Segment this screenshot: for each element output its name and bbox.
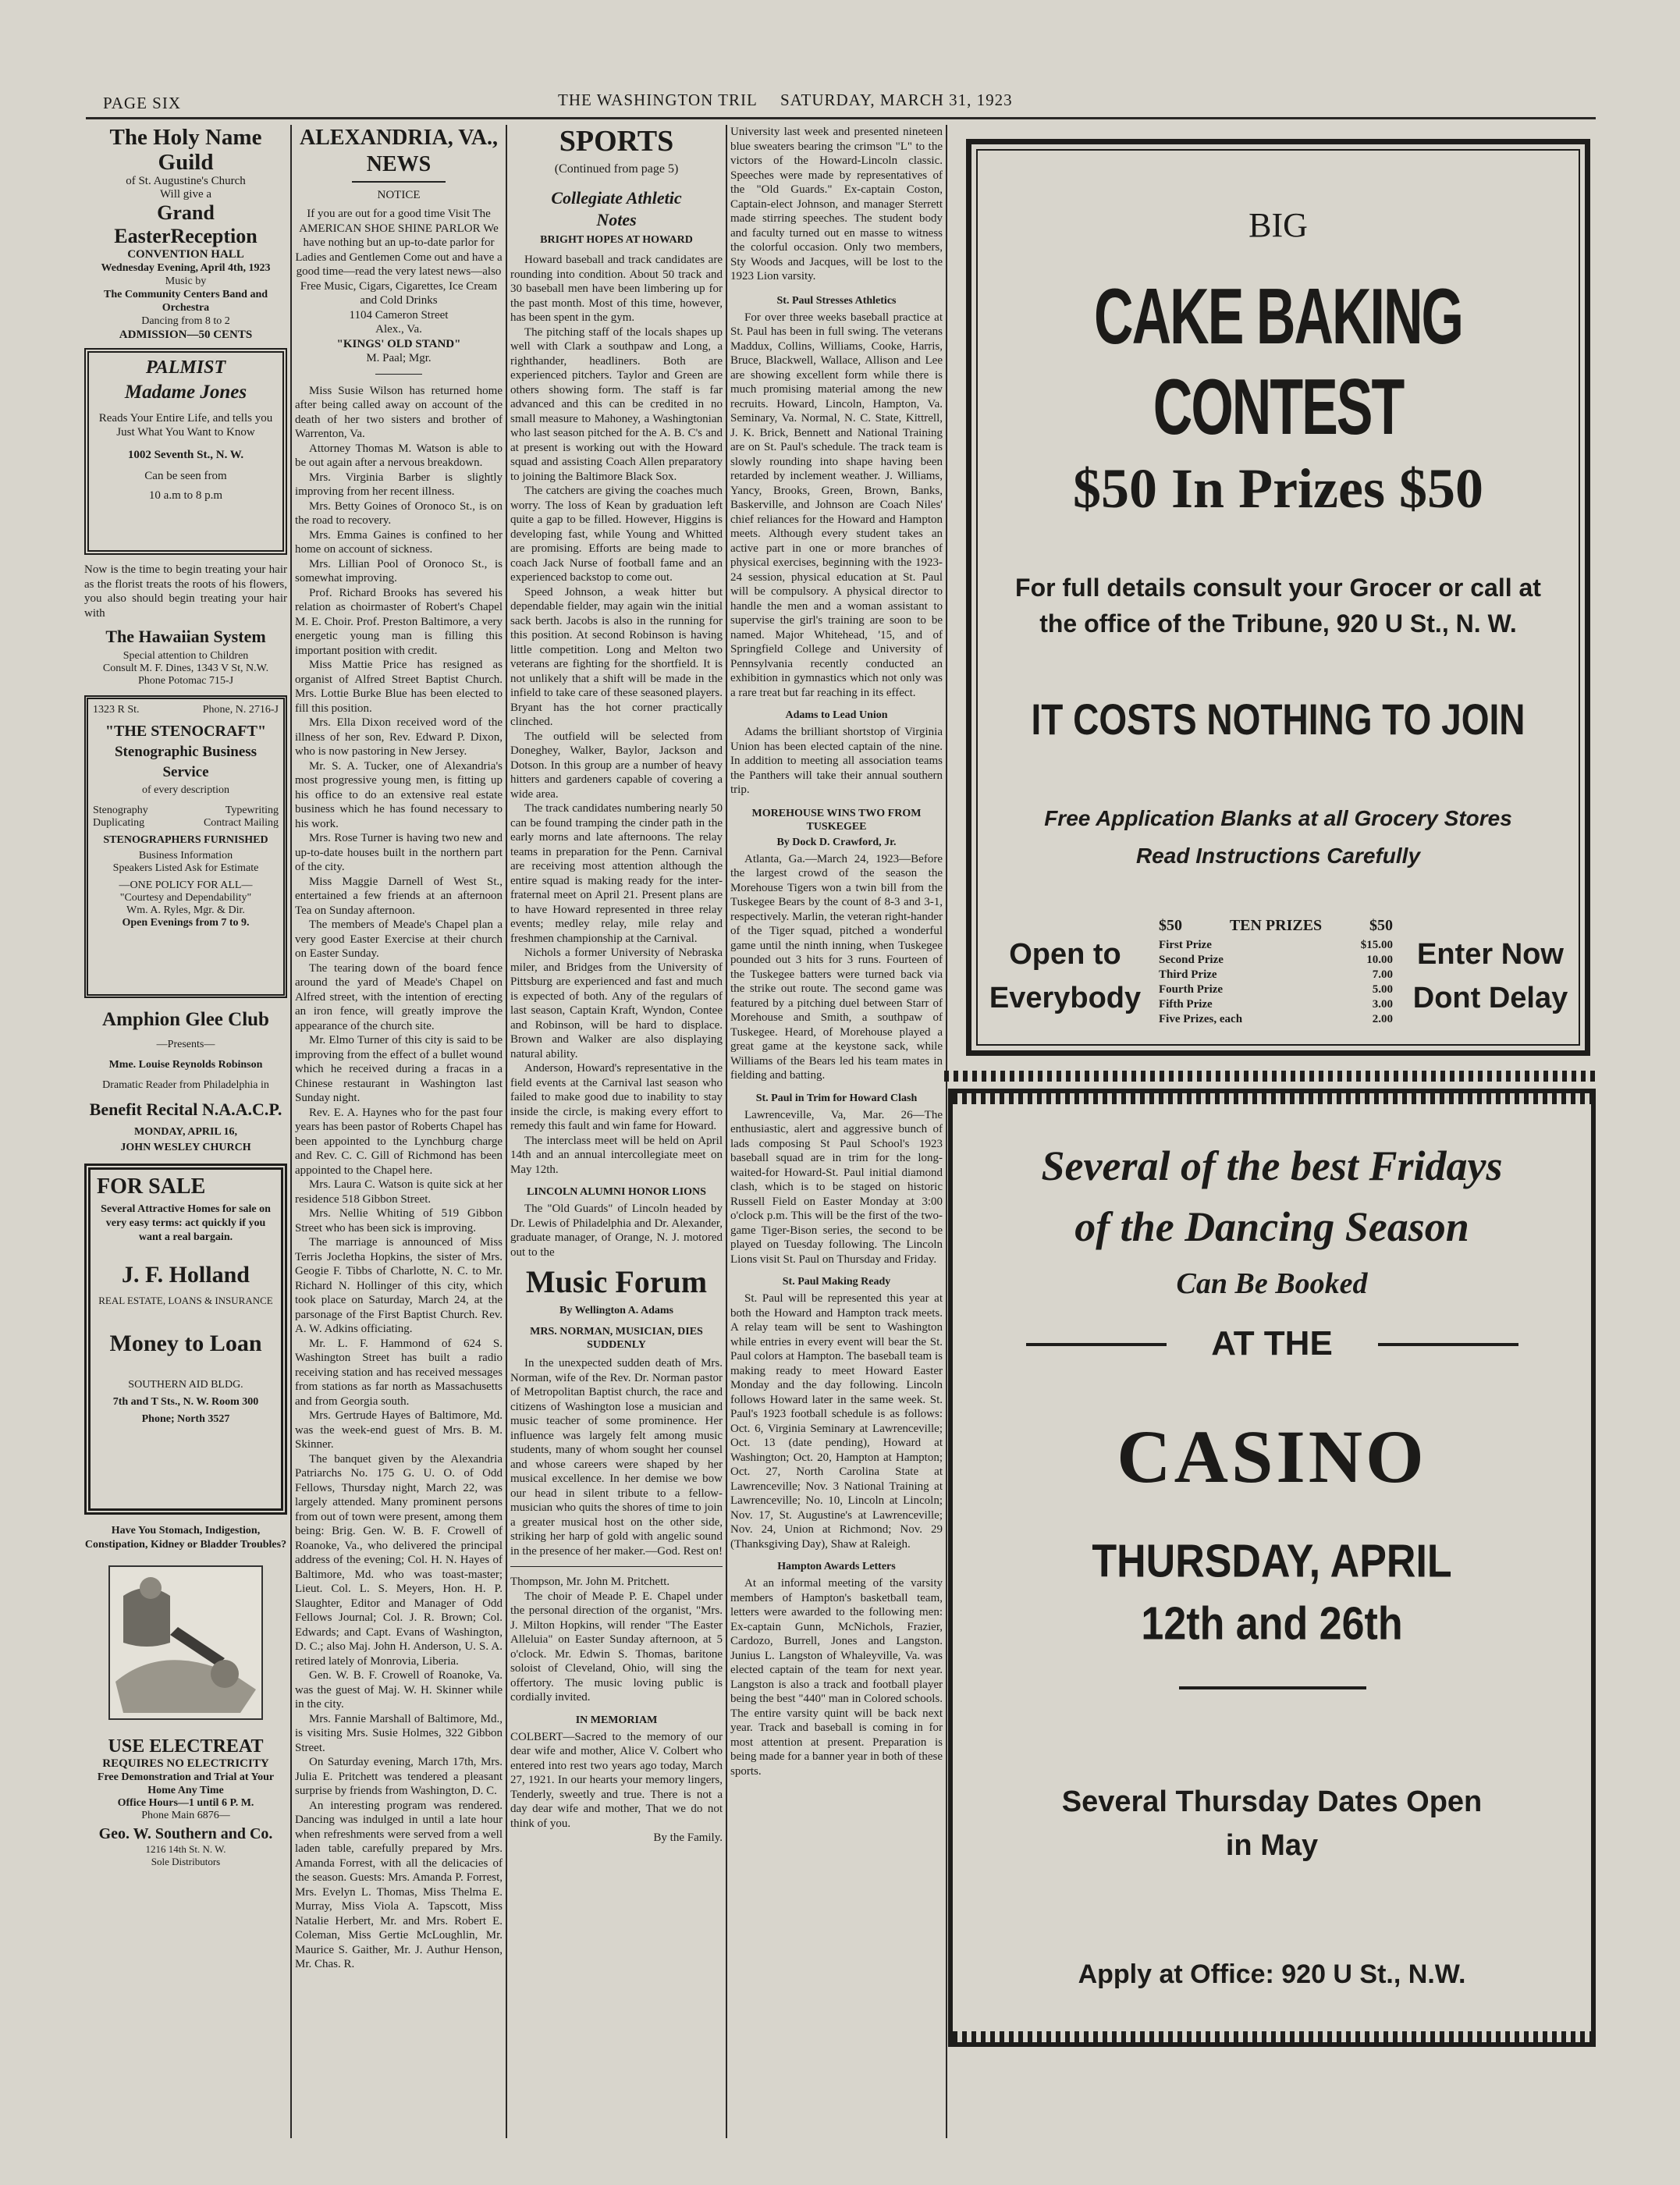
grand-reception: Grand EasterReception [114, 201, 258, 247]
article-paragraph: The track candidates numbering nearly 50 can be found tramping the cinder path in the early morns and late afternoons. The relay teams in preparation for the Penn. Carnival are receiving most attention although the entire squad is making ready for the inter-fraternal meet on April 21. Present plans are to have Howard represented in three relay events; medley relay, mile relay and freshmen championship at the Carnival. [510, 802, 723, 945]
holyname-title: The Holy Name Guild [109, 125, 262, 175]
norman-text: In the unexpected sudden death of Mrs. Norman, wife of the Rev. Dr. Norman pastor of Metropolitan Baptist church, the race and citizens of Washington lose a musician and music teacher of some prominence. Her influence was largely felt among music students, many of whom sought her counsel and whose careers were shaped by her musical excellence. In her demise we bow our head in silent tribute to a fellow-musician who quits the shores of time to join a greater musical host on the other side, striking her harp of gold with angelic sound in the presence of her maker.—God. Rest on! [510, 1357, 723, 1558]
column-ads [84, 125, 287, 2138]
notice-city: Alex., Va. [375, 323, 422, 336]
notice-heading: NOTICE [377, 189, 421, 201]
holland-name: J. F. Holland [122, 1262, 250, 1288]
southern-street: 1216 14th St. N. W. [145, 1843, 226, 1855]
reception-date: Wednesday Evening, April 4th, 1923 [101, 262, 271, 274]
electreat-hours: Office Hours—1 until 6 P. M. [117, 1797, 254, 1809]
page-number: PAGE SIX [103, 94, 181, 112]
howard-article [510, 253, 723, 1177]
lincoln-text: The "Old Guards" of Lincoln headed by Dr. Lewis of Philadelphia and Dr. Alexander, graduate manager, of Orange, N. J. motored out to the [510, 1203, 723, 1259]
article-paragraph: Anderson, Howard's representative in the field events at the Carnival last season who failed to make good due to inability to stay inside the circle, is making every effort to remedy this fault and win fame for Howard. [510, 1062, 723, 1132]
holland-phone: Phone; North 3527 [141, 1413, 230, 1425]
stenocraft-ad [84, 695, 287, 998]
holland-sub: REAL ESTATE, LOANS & INSURANCE [98, 1295, 273, 1306]
holyname-sub: of St. Augustine's Church [126, 175, 246, 187]
palmist-title: PALMIST [145, 357, 226, 378]
steno-sub: Stenographic Business Service [114, 744, 258, 780]
adams-heading: Adams to Lead Union [785, 709, 888, 721]
hampton-heading: Hampton Awards Letters [777, 1561, 896, 1572]
casino-ad [948, 1089, 1596, 2047]
steno-info: Business Information [138, 850, 233, 862]
article-paragraph: The interclass meet will be held on April 14th and an annual intercollegiate meet on May 12th. [510, 1134, 723, 1176]
article-paragraph: The catchers are giving the coaches much worry. The loss of Kean by graduation left quite a gap to be filled. However, Higgins is developing fast, while Young and Whitted are promising. Efforts are being made to coach Jack Nurse of football fame and an experienced backstop to come out. [510, 485, 723, 584]
article-paragraph: Mrs. Emma Gaines is confined to her home on account of sickness. [295, 528, 503, 556]
lincoln-continued: University last week and presented nineteen blue sweaters bearing the crimson "L" to the victors of the Howard-Lincoln classic. Speeches were made by representatives of the "Old Guards." Ex-captain Coston, Captain-elect Johnson, and manager Sterrett made stirring speeches. The student body and faculty turned out en masse to witness the colorful occasion. Only two members, Sty Woods and Jacques, will be lost to the 1923 Lion varsity. [730, 126, 943, 282]
cake-prizes: $50 In Prizes $50 [1073, 457, 1483, 520]
ornament-border [953, 2031, 1591, 2042]
article-paragraph: The tearing down of the board fence around the yard of Meade's Chapel on Alfred street, with the intention of erecting an iron fence, will greatly improve the appearance of the church site. [295, 961, 503, 1032]
prize-amount: 5.00 [1372, 983, 1393, 996]
article-paragraph: Speed Johnson, a weak hitter but dependable fielder, may again win the initial sack berth. Jacobs is also in the running for this position. At second Robinson is having little competition. Long and Melton two veterans are fighting for the shortfield. It is not unlikely that a shift will be made in the infield to take care of these seasoned players. Bryant has the hot corner practically clinched. [510, 585, 723, 728]
amphion-title: Amphion Glee Club [102, 1009, 269, 1030]
prize-label: Fourth Prize [1159, 983, 1224, 996]
steno-desc: of every description [142, 784, 229, 796]
column-sports-cont [730, 125, 943, 2138]
prize-row [1159, 968, 1393, 982]
holland-room: 7th and T Sts., N. W. Room 300 [112, 1396, 259, 1408]
prize-label: First Prize [1159, 939, 1212, 951]
hawaii-consult: Consult M. F. Dines, 1343 V St, N.W. [102, 663, 269, 674]
rule-center [1179, 1686, 1366, 1689]
hampton-text: At an informal meeting of the varsity members of Hampton's basketball team, letters were awarded to the following men: Ex-captain Gunn, McNichols, Frazier, Cardozo, Burrell, Jones and Langston. Junius L. Langston of Whaleyville, Va. was elected captain of the team for next year. Langston is also a track and football player being the best "440" man in Colored schools. The entire varsity quint will be back next year. Track and baseball is coming in for most attention at present. Preparation is being made for a banner year in both of these sports. [730, 1577, 943, 1778]
recital-date: MONDAY, APRIL 16, [134, 1126, 237, 1138]
steno-title: "THE STENOCRAFT" [105, 723, 267, 740]
article-paragraph: Mrs. Laura C. Watson is quite sick at her residence 518 Gibbon Street. [295, 1178, 503, 1206]
morehouse-text: Atlanta, Ga.—March 24, 1923—Before the largest crowd of the season the Morehouse Tigers won a twin bill from the Tuskegee Bears by the count of 8-3 and 3-1, respectively. Marlin, the veteran right-hander of the Tiger squad, pitched a wonderful game until the ninth inning, when Tuskegee pounded out 3 hits for 3 runs. Fourteen of the Tuskegee batters were turned back via the strike out route. The second game was featured by a pitching duel between Starr of Morehouse and Smith, a southpaw of Tuskegee. Heard, of Morehouse played a great game at the keystone sack, while Williams of the Bears led his team mates in fielding and batting. [730, 852, 943, 1082]
memoriam-heading: IN MEMORIAM [575, 1714, 658, 1726]
prize-row [1159, 997, 1393, 1012]
trim-heading: St. Paul in Trim for Howard Clash [755, 1092, 918, 1104]
masthead: THE WASHINGTON TRIL [558, 91, 758, 109]
forsale-ad [84, 1164, 287, 1515]
amphion-performer: Mme. Louise Reynolds Robinson [108, 1059, 263, 1071]
notice-address: 1104 Cameron Street [349, 308, 449, 322]
article-paragraph: The pitching staff of the locals shapes up well with Clark a southpaw and Long, a righthander, headliners. Both are experienced pitchers. Taylor and Green are others showing form. The staff is far advanced and this can be credited in no small measure to Mahoney, a Washingtonian who last season pitched for the A. B. C's and at present is working out with the Howard squad and assisting Coach Allen preparatory to joining the Baltimore Black Sox. [510, 325, 723, 483]
casino-name: CASINO [1117, 1415, 1427, 1498]
amphion-presents: —Presents— [156, 1039, 215, 1050]
steno-manager: Wm. A. Ryles, Mgr. & Dir. [126, 904, 245, 916]
recital-church: JOHN WESLEY CHURCH [120, 1142, 251, 1153]
rule-right [1378, 1343, 1518, 1346]
dancing-hours: Dancing from 8 to 2 [141, 315, 230, 327]
band: The Community Centers Band and Orchestra [103, 289, 268, 314]
admission: ADMISSION—50 CENTS [119, 329, 253, 341]
prize-label: Third Prize [1159, 968, 1217, 981]
casino-apply: Apply at Office: 920 U St., N.W. [1078, 1959, 1466, 1989]
alexandria-heading: ALEXANDRIA, VA., NEWS [299, 126, 499, 176]
music-by: Music by [165, 275, 207, 287]
holyname-give: Will give a [159, 188, 212, 201]
notice-body: If you are out for a good time Visit The AMERICAN SHOE SHINE PARLOR We have nothing but an up-to-date parlor for Ladies and Gentlemen Come out and have a good time—read the very latest news—also Free Music, Cigars, Cigarettes, Ice Cream and Cold Drinks [295, 208, 503, 307]
cake-read: Read Instructions Carefully [1135, 844, 1421, 868]
article-paragraph: Rev. E. A. Haynes who for the past four years has been pastor of Roberts Chapel has been appointed to the Lynchburg charge and Rev. C. C. Gill of Richmond has been appointed to the Chapel here. [295, 1106, 503, 1177]
southern-distrib: Sole Distributors [151, 1856, 221, 1867]
article-paragraph: Mrs. Virginia Barber is slightly improving from her recent illness. [295, 471, 503, 498]
lincoln-heading: LINCOLN ALUMNI HONOR LIONS [527, 1186, 706, 1198]
column-rule [290, 125, 292, 2138]
steno-service: Duplicating [93, 817, 145, 829]
ornament-border [944, 1071, 1600, 1082]
article-paragraph: The outfield will be selected from Doneghey, Walker, Baylor, Jackson and Dotson. In this group are a number of heavy hitters and gardeners capable of covering a wide area. [510, 730, 723, 801]
steno-service: Contract Mailing [203, 817, 279, 829]
memoriam-text: COLBERT—Sacred to the memory of our dear wife and mother, Alice V. Colbert who entered into rest two years ago today, March 27, 1921. In our hearts your memory lingers, Tenderly, sweetly and true. There is not a day dear wife and mother, That we do not think of you. [510, 1730, 723, 1830]
column-alexandria [295, 125, 503, 2138]
article-paragraph: Miss Susie Wilson has returned home after being called away on account of the death of her two sisters and brother of Warrenton, Va. [295, 384, 503, 440]
casino-line2: of the Dancing Season [1074, 1203, 1469, 1250]
stpaul-heading: St. Paul Stresses Athletics [776, 294, 897, 307]
steno-address: 1323 R St. [93, 704, 140, 716]
cake-enter: Enter Now Dont Delay [1412, 938, 1568, 1014]
palmist-address: 1002 Seventh St., N. W. [127, 449, 244, 461]
article-paragraph: Mr. S. A. Tucker, one of Alexandria's most progressive young men, is fitting up his office to do an extensive real estate business which he has found necessary to his work. [295, 759, 503, 830]
prize-row [1159, 953, 1393, 968]
music-forum-byline: By Wellington A. Adams [559, 1305, 673, 1316]
casino-line1: Several of the best Fridays [1041, 1142, 1503, 1189]
sports-heading: SPORTS [559, 125, 674, 158]
steno-furnished: STENOGRAPHERS FURNISHED [103, 834, 268, 846]
cake-contest-ad [966, 139, 1590, 1056]
steno-speakers: Speakers Listed Ask for Estimate [112, 862, 259, 874]
header-rule [86, 117, 1596, 119]
article-paragraph: Nichols a former University of Nebraska miler, and Bridges from the University of Pittsburg are experienced and fast and much is expected of both. Any of the regulars of last season, Captain Kraft, Wyndon, Contee and Robinson, will be hard to displace. Brown and Walker are also displaying natural ability. [510, 947, 723, 1061]
column-rule [946, 125, 947, 2138]
trim-text: Lawrenceville, Va, Mar. 26—The enthusiastic, alert and aggressive bunch of lads composing St Paul School's 1923 baseball squad are in trim for the long-waited-for Howard-St. Paul initial diamond clash, which is to be staged on historic Russell Field on Easter Monday at 3:00 o'clock p.m. This will be the first of the two-game Tiger-Bison series, the second to be played on Tuesday following. The Lincoln Lions visit St. Paul on Thursday and Friday. [730, 1108, 943, 1266]
prize-amount: 3.00 [1372, 998, 1393, 1011]
article-paragraph: On Saturday evening, March 17th, Mrs. Julia E. Pritchett was tendered a pleasant surprise by friends from Washington, D. C. [295, 1756, 503, 1797]
column-rule [506, 125, 507, 2138]
prize-row [1159, 938, 1393, 953]
article-paragraph: Mr. L. F. Hammond of 624 S. Washington Street has built a radio receiving station and has received messages from stations as far north as Massachusetts and from Georgia south. [295, 1337, 503, 1408]
cake-costs: IT COSTS NOTHING TO JOIN [1031, 695, 1525, 744]
forsale-title: FOR SALE [97, 1174, 206, 1199]
article-paragraph: Prof. Richard Brooks has severed his relation as choirmaster of Robert's Chapel M. E. Choir. Prof. Preston Baltimore, a very energetic young man is filling this important position with credit. [295, 586, 503, 657]
article-paragraph: Mrs. Nellie Whiting of 519 Gibbon Street who has been sick is improving. [295, 1207, 503, 1235]
electreat-phone: Phone Main 6876— [141, 1810, 230, 1821]
steno-courtesy: "Courtesy and Dependability" [119, 892, 252, 904]
steno-policy: —ONE POLICY FOR ALL— [119, 879, 253, 891]
hawaii-title: The Hawaiian System [105, 627, 266, 646]
hawaii-children: Special attention to Children [123, 650, 249, 662]
article-paragraph: The members of Meade's Chapel plan a very good Easter Exercise at their church on Easter Sunday. [295, 918, 503, 960]
collegiate-heading: Collegiate Athletic Notes [551, 188, 682, 229]
benefit-recital: Benefit Recital N.A.A.C.P. [89, 1100, 282, 1119]
stpaul-text: For over three weeks baseball practice at St. Paul has been in full swing. The veterans Maddux, Collins, Williams, Cooke, Harris, Bruce, Blackwell, Wallace, Allison and Lee are showing excellent form while there is much promising material among the new recruits. Howard, Lincoln, Hampton, Va. Seminary, Va. Normal, N. C. State, Kittrell, J. K. Brick, Bennett and National Training are on St. Paul's schedule. The track team is slowly rounding into shape having been retarded by inclement weather. J. Williams, Yancy, Brooks, Green, Brown, Banks, Baskerville, and Johnson are Coach Niles' chief reliances for the Howard and Hampton meets. Although every student takes an active part in one or more branches of physical exercises, beginning with the 1923-24 session, physical education at St. Paul will be compulsory. A physical director to handle the men and a woman assistant to supervise the girl's training are soon to be named. Major Whitehead, '15, and of Springfield College and University of Pennsylvania recently conducted an exhibition in gymnastics which not only was a rare treat but far reaching in its effect. [730, 311, 943, 699]
electreat-title: USE ELECTREAT [108, 1736, 264, 1757]
money-to-loan: Money to Loan [109, 1331, 262, 1356]
prize-row [1159, 1012, 1393, 1027]
steno-service: Stenography [93, 805, 148, 816]
ready-heading: St. Paul Making Ready [782, 1276, 891, 1288]
norman-heading: MRS. NORMAN, MUSICIAN, DIES SUDDENLY [530, 1326, 703, 1351]
article-paragraph: Gen. W. B. F. Crowell of Roanoke, Va. was the guest of Maj. W. H. Skinner while in the city. [295, 1669, 503, 1711]
prize-label: Five Prizes, each [1159, 1013, 1243, 1025]
music-forum-heading: Music Forum [525, 1264, 708, 1299]
article-paragraph: Mrs. Betty Goines of Oronoco St., is on the road to recovery. [295, 499, 503, 527]
prize-amount: 7.00 [1372, 968, 1393, 981]
electreat-sub: REQUIRES NO ELECTRICITY [102, 1757, 269, 1770]
cake-open: Open to Everybody [989, 938, 1142, 1014]
casino-at: AT THE [1211, 1324, 1333, 1363]
article-paragraph: Howard baseball and track candidates are rounding into condition. About 50 track and 30 baseball men have been limbering up for the past month. Most of this time, however, has been spent in the gym. [510, 254, 723, 324]
column-sports [510, 125, 723, 2138]
prize-total: $50 [1369, 917, 1393, 934]
article-paragraph: Mrs. Rose Turner is having two new and up-to-date houses built in the northern part of the city. [295, 832, 503, 873]
divider [510, 1566, 723, 1567]
palmist-desc: Reads Your Entire Life, and tells you Just What You Want to Know [98, 412, 273, 439]
palmist-ad [84, 348, 287, 555]
article-paragraph: Attorney Thomas M. Watson is able to be out again after a nervous breakdown. [295, 442, 503, 469]
electreat-question: Have You Stomach, Indigestion, Constipation, Kidney or Bladder Troubles? [84, 1525, 287, 1551]
prize-amount: 10.00 [1366, 954, 1393, 966]
notice-stand: "KINGS' OLD STAND" [336, 337, 461, 350]
palmist-seen: Can be seen from [144, 470, 227, 482]
ready-text: St. Paul will be represented this year at both the Howard and Hampton track meets. A relay team will be sent to Washington while entries in every event will bear the St. Paul colors at Hampton. The baseball team is making ready to meet Howard Easter Monday and the day following. Lincoln follows Howard later in the same week. St. Paul's 1923 football schedule is as follows: Oct. 6, Virginia Seminary at Lawrenceville; Oct. 13 (date pending), Howard at Washington; Oct. 20, Hampton at Hampton; Oct. 27, North Carolina State at Lawrenceville; Nov. 3 National Training at Lawrenceville; No. 10, Lincoln at Lincoln; Nov. 17, St. Augustine's at Lawrenceville; Nov. 24, Union at Richmond; Nov. 29 (Thanksgiving Day), Shaw at Raleigh. [730, 1292, 943, 1551]
southern-co: Geo. W. Southern and Co. [98, 1825, 273, 1842]
article-paragraph: Mrs. Ella Dixon received word of the illness of her son, Rev. Edward P. Dixon, who is now pastoring in New Jersey. [295, 716, 503, 758]
article-paragraph: An interesting program was rendered. Dancing was indulged in until a late hour when refreshments were served from a well laden table, carefully prepared by Mrs. Amanda Forrest, with all the delicacies of the season. Guests: Mrs. Amanda P. Forrest, Mrs. Evelyn L. Thomas, Miss Thelma E. Murray, Miss Viola A. Tapscott, Miss Natalie Herbert, Mr. and Mrs. Robert E. Coleman, Miss Gertie McLoughlin, Mr. Maurice S. Gaither, Mr. J. Authur Henson, Mr. Chas. R. [295, 1799, 503, 1970]
prize-count: TEN PRIZES [1229, 917, 1323, 934]
cake-title: CAKE BAKING CONTEST [1094, 272, 1462, 451]
article-paragraph: Mr. Elmo Turner of this city is said to be improving from the effect of a bullet wound which he received during a fracas in a Chinese restaurant in Washington last Sunday night. [295, 1034, 503, 1104]
prize-amount: 2.00 [1372, 1013, 1393, 1025]
hawaii-phone: Phone Potomac 715-J [137, 675, 234, 687]
prize-label: Fifth Prize [1159, 998, 1213, 1011]
ornament-border [953, 1093, 1591, 1104]
cake-free: Free Application Blanks at all Grocery Stores [1044, 806, 1512, 830]
thompson-text: Thompson, Mr. John M. Pritchett. [510, 1576, 670, 1588]
prize-rows [1159, 938, 1393, 1027]
casino-line3: Can Be Booked [1176, 1267, 1368, 1300]
palmist-hours: 10 a.m to 8 p.m [148, 489, 223, 502]
madame-jones: Madame Jones [124, 382, 247, 403]
choir-text: The choir of Meade P. E. Chapel under the personal direction of the organist, "Mrs. J. Milton Hopkins, will render "The Easter Alleluia" on Easter Sunday afternoon, at 5 o'clock. Mr. Edwin S. Thomas, baritone soloist of Cleveland, Ohio, will sing the offertory. The music loving public is cordially invited. [510, 1590, 723, 1704]
article-paragraph: Mrs. Lillian Pool of Oronoco St., is somewhat improving. [295, 557, 503, 584]
article-paragraph: The banquet given by the Alexandria Patriarchs No. 175 G. U. O. of Odd Fellows, Thursday night, March 22, was largely attended. Many prominent persons from out of town were present, among them being: Brig. Gen. W. B. F. Crowell of Roanoke, Va., who delivered the principal address of the evening; Col. H. N. Hayes of Baltimore, Md. who was toast-master; Lieut. Col. L. S. Meyers, Hon. H. P. Slaughter, Editor and Manager of Odd Fellows Journal; Col. J. R. Brown; Col. Edwards; and Capt. Evans of Washington, D. C.; also Maj. John H. Anderson, U. S. A. retired lately of Monrovia, Liberia. [295, 1452, 503, 1668]
holland-building: SOUTHERN AID BLDG. [128, 1379, 243, 1391]
prize-row [1159, 982, 1393, 997]
casino-several: Several Thursday Dates Open in May [1061, 1785, 1483, 1862]
prize-amount: $15.00 [1360, 939, 1393, 951]
prize-label: Second Prize [1159, 954, 1224, 966]
cake-details: For full details consult your Grocer or call at the office of the Tribune, 920 U St., N. W. [1015, 574, 1541, 638]
prize-total: $50 [1159, 917, 1182, 934]
casino-thursday: THURSDAY, APRIL [1092, 1535, 1452, 1588]
steno-service: Typewriting [225, 805, 279, 816]
notice-manager: M. Paal; Mgr. [366, 352, 432, 364]
column-rule [726, 125, 727, 2138]
hawaii-text: Now is the time to begin treating your hair as the florist treats the roots of his flowers, you also should begin treating your hair with [84, 563, 287, 620]
cake-big: BIG [1248, 206, 1308, 244]
forsale-text: Several Attractive Homes for sale on very easy terms: act quickly if you want a real bargain. [101, 1203, 271, 1243]
article-paragraph: Miss Mattie Price has resigned as organist of Alfred Street Baptist Church. Mrs. Lottie Burke Blue has been elected to fill this position. [295, 659, 503, 715]
sports-continued: (Continued from page 5) [554, 162, 679, 176]
article-paragraph: The marriage is announced of Miss Terris Jocletha Hopkins, the sister of Mrs. Geogie F. Tibbs of Charlotte, N. C. to Mr. Richard N. Hollinger of this city, which took place on Saturday, March 24, at the parsonage of the First Baptist Church. Rev. A. W. Adkins officiating. [295, 1236, 503, 1335]
prize-table [1159, 917, 1393, 1027]
steno-phone: Phone, N. 2716-J [202, 704, 279, 716]
adams-text: Adams the brilliant shortstop of Virginia Union has been elected captain of the nine. In addition to meeting all association teams the Panthers will take their annual southern trip. [730, 726, 943, 796]
article-paragraph: Mrs. Gertrude Hayes of Baltimore, Md. was the week-end guest of Mrs. B. M. Skinner. [295, 1409, 503, 1451]
amphion-reader: Dramatic Reader from Philadelphia in [102, 1079, 269, 1091]
bright-hopes-heading: BRIGHT HOPES AT HOWARD [540, 234, 693, 246]
morehouse-heading: MOREHOUSE WINS TWO FROM TUSKEGEE [751, 807, 922, 833]
article-paragraph: Miss Maggie Darnell of West St., entertained a few friends at an afternoon Tea on Sunday afternoon. [295, 875, 503, 917]
divider [352, 181, 446, 183]
issue-date: SATURDAY, MARCH 31, 1923 [780, 91, 1013, 109]
casino-dates: 12th and 26th [1141, 1597, 1403, 1650]
steno-open: Open Evenings from 7 to 9. [122, 917, 250, 929]
memoriam-signature: By the Family. [653, 1831, 723, 1844]
electreat-demo: Free Demonstration and Trial at Your Home Any Time [97, 1771, 275, 1796]
morehouse-byline: By Dock D. Crawford, Jr. [776, 836, 897, 848]
divider [375, 374, 422, 375]
hall: CONVENTION HALL [127, 248, 244, 261]
electreat-illustration [108, 1565, 264, 1721]
article-paragraph: Mrs. Fannie Marshall of Baltimore, Md., is visiting Mrs. Susie Holmes, 322 Gibbon Street. [295, 1712, 503, 1754]
alexandria-news-body [295, 384, 503, 1972]
